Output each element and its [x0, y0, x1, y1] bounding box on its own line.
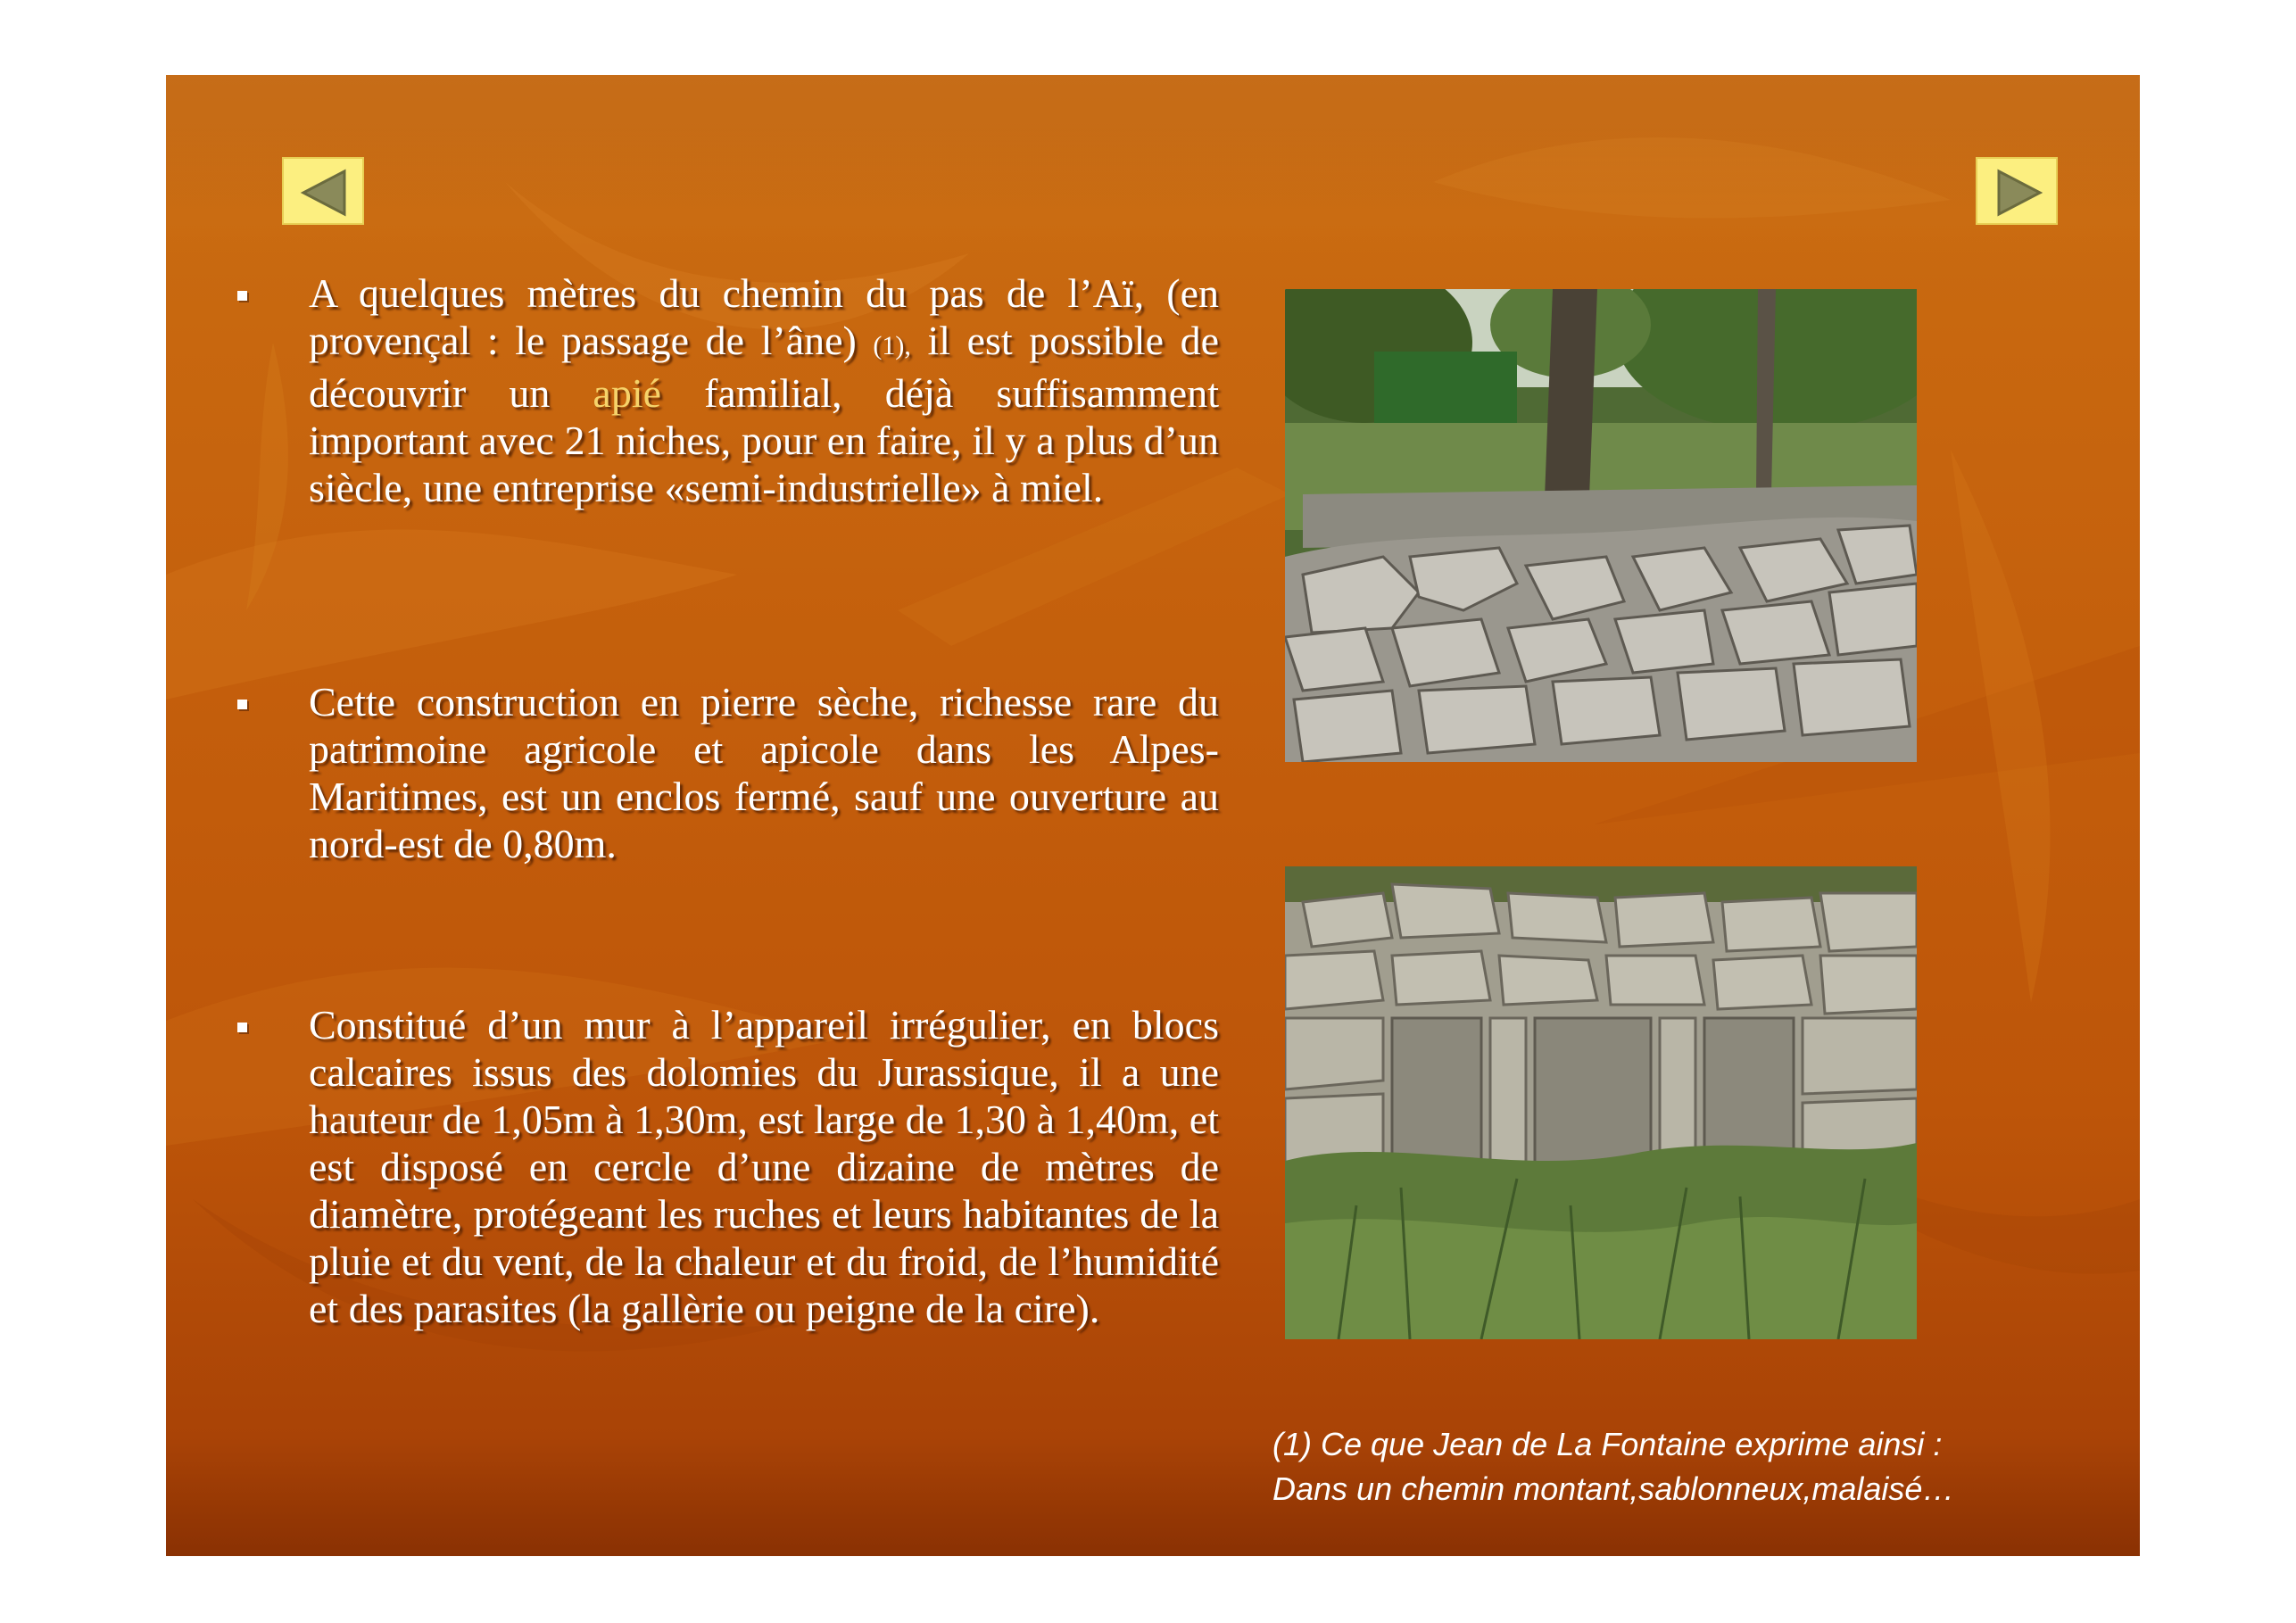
bullet-marker — [237, 700, 247, 709]
bullet-text: A quelques mètres du chemin du pas de l’Aï, (en provençal : le passage de l’âne) (1), il est possible de découvrir un apié familial, déjà suffisamment important avec 21 niches, pour en faire, il y a plus d’un siècle, une entreprise «semi-industrielle» à miel. — [309, 270, 1219, 510]
stone-wall-photo-image — [1285, 289, 1917, 762]
bullet-text: Constitué d’un mur à l’appareil irrégulier, en blocs calcaires issus des dolomies du Jurassique, il a une hauteur de 1,05m à 1,30m, est large de 1,30 à 1,40m, et est disposé en cercle d’une dizaine de mètres de diamètre, protégeant les ruches et leurs habitantes de la pluie et du vent, de la chaleur et du froid, de l’humidité et des parasites (la gallèrie ou peigne de la cire). — [309, 1002, 1219, 1331]
triangle-right-icon — [1977, 159, 2060, 227]
footnote-line-1: (1) Ce que Jean de La Fontaine exprime ainsi : — [1272, 1426, 1943, 1462]
photo-stone-enclosure — [1285, 289, 1917, 762]
slide — [166, 75, 2140, 1556]
footnote-line-2: Dans un chemin montant,sablonneux,malaisé… — [1272, 1470, 1955, 1507]
previous-slide-button[interactable] — [282, 157, 364, 225]
triangle-left-icon — [284, 159, 366, 227]
niche-wall-photo-image — [1285, 866, 1917, 1339]
highlighted-word: apié — [593, 370, 662, 416]
footnote — [1272, 1422, 2129, 1511]
bullet-marker — [237, 1023, 247, 1032]
bullet-text: Cette construction en pierre sèche, richesse rare du patrimoine agricole et apicole dans les Alpes-Maritimes, est un enclos fermé, sauf une ouverture au nord-est de 0,80m. — [309, 679, 1219, 866]
next-slide-button[interactable] — [1976, 157, 2058, 225]
footnote-reference: (1), — [873, 331, 911, 360]
bullet-marker — [237, 291, 247, 301]
photo-wall-niches — [1285, 866, 1917, 1339]
